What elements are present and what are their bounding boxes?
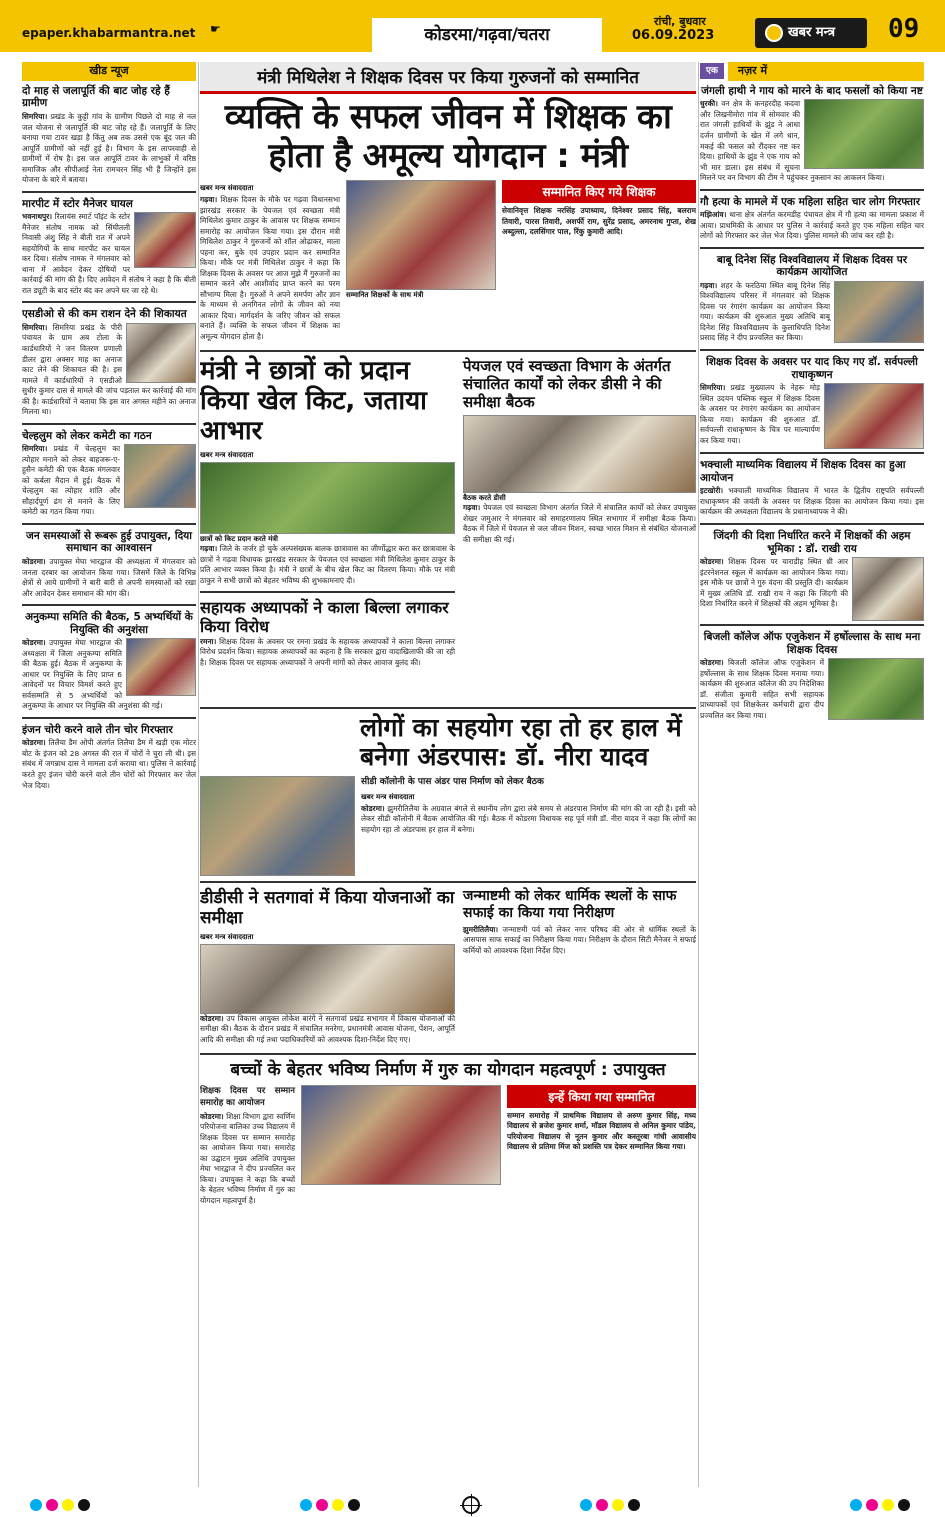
edition-city: रांची, बुधवार	[654, 15, 706, 28]
story-title[interactable]: दो माह से जलापूर्ति की बाट जोह रहे हैं ग्रामीण	[22, 84, 170, 110]
color-dot	[612, 1499, 624, 1511]
news-photo	[301, 1085, 501, 1185]
story-headline[interactable]: बच्चों के बेहतर भविष्य निर्माण में गुरु का योगदान महत्वपूर्ण : उपायुक्त	[230, 1060, 666, 1081]
color-dot	[30, 1499, 42, 1511]
column-divider	[198, 62, 199, 1487]
story-body: कोडरमा। शिक्षक दिवस पर चाराडीह स्थित थ्री आर इंटरनेशनल स्कूल में कार्यक्रम का आयोजन किया गया। इस मौके पर छात्रों ने गुरु वंदना की प्रस्तुति दी। कार्यक्रम में मुख्य अतिथि डॉ. राखी राय ने कहा कि जिंदगी की दिशा निर्धारित करने में शिक्षकों की अहम भूमिका है।	[700, 557, 848, 609]
color-dot	[882, 1499, 894, 1511]
story-body: मझिआंव। थाना क्षेत्र अंतर्गत करमडीह पंचायत क्षेत्र में गौ हत्या का मामला प्रकाश में आया। प्राथमिकी के आधार पर पुलिस ने कार्रवाई करते हुए एक महिला सहित चार लोगों को गिरफ्तार कर जेल भेज दिया। पुलिस मामले की जांच कर रही है।	[700, 210, 924, 241]
color-dot	[62, 1499, 74, 1511]
news-photo	[834, 281, 924, 343]
color-dot	[300, 1499, 312, 1511]
brand-badge	[755, 18, 867, 48]
photo-caption: सम्मानित शिक्षकों के साथ मंत्री	[346, 291, 424, 300]
inset-subhead: सीडी कॉलोनी के पास अंडर पास निर्माण को लेकर बैठक	[361, 776, 544, 787]
story-body: गढ़वा। शहर के फरठिया स्थित बाबू दिनेश सिंह विश्वविद्यालय परिसर में मंगलवार को शिक्षक दिवस पर रंगारंग कार्यक्रम का आयोजन किया गया। कार्यक्रम की शुरुआत मुख्य अतिथि बाबू दिनेश सिंह विश्वविद्यालय के कुलाधिपति दिनेश प्रसाद सिंह ने दीप प्रज्वलित कर किया।	[700, 280, 830, 343]
news-photo	[200, 776, 355, 876]
left-column	[22, 62, 196, 1487]
news-photo	[852, 557, 924, 621]
color-dot	[316, 1499, 328, 1511]
story-title[interactable]: जंगली हाथी ने गाय को मारने के बाद फसलों को किया नष्ट	[701, 84, 923, 97]
brand-logo-icon	[765, 24, 783, 42]
story-body: भवनाथपुर। रिलायंस स्मार्ट पॉइंट के स्टोर मैनेजर संतोष नामक को सिंघीतली निवासी अंशु सिंह ने बीती रात में अपने सहयोगियों के साथ मारपीट कर घायल कर दिया। संतोष नामक ने मंगलवार को थाना में आवेदन देकर दोषियों पर कार्रवाई की मांग की है। दिए आवेदन में संतोष ने कहा है कि बीती रात ड्यूटी के बाद स्टोर बंद कर अपने घर जा रहे थे।	[22, 212, 196, 295]
registration-mark-icon	[462, 1496, 480, 1514]
story-body: कोडरमा। शिक्षा विभाग द्वारा स्वर्णिम परियोजना बालिका उच्च विद्यालय में शिक्षक दिवस पर सम्मान समारोह का आयोजन किया गया। समारोह का उद्घाटन मुख्य अतिथि उपायुक्त मेघा भारद्वाज ने दीप प्रज्वलित कर किया। उपायुक्त ने कहा कि बच्चों के बेहतर भविष्य निर्माण में गुरु का योगदान महत्वपूर्ण है।	[200, 1111, 295, 1205]
story-headline[interactable]: सहायक अध्यापकों ने काला बिल्ला लगाकर किया विरोध	[200, 598, 449, 637]
byline: खबर मन्त्र संवाददाता	[361, 792, 415, 801]
right-column	[700, 62, 924, 1487]
story-title[interactable]: एसडीओ से की कम राशन देने की शिकायत	[22, 308, 187, 321]
story-title[interactable]: जिंदगी की दिशा निर्धारित करने में शिक्षकों की अहम भूमिका : डॉ. राखी राय	[713, 529, 911, 555]
story-headline[interactable]: मंत्री ने छात्रों को प्रदान किया खेल किट, जताया आभार	[200, 356, 427, 447]
story-body: गढ़वा। शिक्षक दिवस के मौके पर गढ़वा विधानसभा झारखंड सरकार के पेयजल एवं स्वच्छता मंत्री मिथिलेश कुमार ठाकुर के आवास पर शिक्षक सम्मान समारोह का आयोजन किया गया। इस दौरान मंत्री मिथिलेश ठाकुर ने गुरुजनों को शॉल ओढ़ाकर, माला पहना कर, बुके एवं उपहार प्रदान कर सम्मानित किया। मौके पर मंत्री मिथिलेश ठाकुर ने कहा कि शिक्षक दिवस के अवसर पर आज मुझे मैं गुरुजनों का सम्मान करने और आशीर्वाद प्राप्त करने का परम सौभाग्य मिला है। गुरुओं ने अपने समर्पण और ज्ञान के माध्यम से अनगिनत लोगों के जीवन को नया आकार दिया। मार्गदर्शन के जरिए जीवन को सफल बनाते हैं। व्यक्ति के सफल जीवन में शिक्षक का अमूल्य योगदान होता है।	[200, 195, 340, 341]
news-photo	[200, 944, 455, 1014]
story-body: कोडरमा। झुमरीतिलैया के अग्रवाल बंगले से स्थानीय लोग द्वारा लंबे समय से अंडरपास निर्माण की मांग की जा रही है। इसी को लेकर सीडी कॉलोनी में बैठक आयोजित की गई। बैठक में कोडरमा विधायक सह पूर्व मंत्री डॉ. नीरा यादव ने कहा कि लोगों का सहयोग रहा तो अंडरपास हर हाल में बनेगा।	[361, 803, 696, 834]
story-body: सिमरिया। प्रखंड के कुट्टी गांव के ग्रामीण पिछले दो माह से नल जल योजना से जलापूर्ति की बाट जोह रहे हैं। जलापूर्ति के लिए बनाया गया टावर खड़ा है किंतु अब तक उससे एक बूंद जल की आपूर्ति ग्रामीणों को नहीं हुई है। विभाग के इस लापरवाही से ग्रामीणों में रोष है। इस जल आपूर्ति टावर के लाभुकों में वरिष्ठ समाजिक और सीपीआई नेता रामचरन सिंह भी हैं जिन्होंने इस योजना के बारे में बताया।	[22, 112, 196, 185]
news-photo	[463, 415, 696, 493]
story-body: कोडरमा। बिजली कॉलेज ऑफ एजुकेशन में हर्षोल्लास के साथ शिक्षक दिवस मनाया गया। कार्यक्रम की शुरुआत कॉलेज की उप निदेशिका डॉ. संजीता कुमारी सहित सभी सहायक प्राध्यापकों एवं शिक्षकेतर कर्मचारी द्वारा दीप प्रज्वलित कर किया गया।	[700, 658, 824, 720]
honored-box-title: सम्मानित किए गये शिक्षक	[502, 180, 696, 203]
color-dot	[628, 1499, 640, 1511]
color-dot	[78, 1499, 90, 1511]
news-photo	[804, 99, 924, 169]
news-photo	[124, 444, 196, 508]
story-headline[interactable]: जन्माष्टमी को लेकर धार्मिक स्थलों के साफ सफाई का किया गया निरीक्षण	[463, 887, 677, 921]
story-title[interactable]: गौ हत्या के मामले में एक महिला सहित चार लोग गिरफ्तार	[700, 195, 921, 208]
news-photo	[126, 638, 196, 696]
color-dot	[332, 1499, 344, 1511]
story-title[interactable]: इंजन चोरी करने वाले तीन चोर गिरफ्तार	[22, 723, 173, 736]
page-number: 09	[888, 14, 920, 44]
story-body: सिमरिया। प्रखंड में चेल्हलुम का त्योहार मनाने को लेकर बाहजरू-ए-हुसैन कमेटी की एक बैठक मंगलवार को कर्बला मैदान में हुई। बैठक में चेल्हलुम का त्योहार शांति और सौहार्दपूर्ण ढंग से मनाने के लिए कमेटी का गठन किया गया।	[22, 444, 120, 517]
story-title[interactable]: चेल्हलुम को लेकर कमेटी का गठन	[22, 429, 152, 442]
story-body: गढ़वा। जिले के जर्जर हो चुके अल्पसंख्यक बालक छात्रावास का जीर्णोद्धार करा कर छात्रावास के छात्रों ने गढ़वा विधायक झारखंड सरकार के पेयजल एवं स्वच्छता मंत्री मिथिलेश कुमार ठाकुर के प्रति आभार व्यक्त किया है। मंत्री ने छात्रों के बीच खेल किट का वितरण किया। मौके पर मंत्री ठाकुर ने सभी छात्रों को बेहतर भविष्य की शुभकामनाएं दी।	[200, 544, 455, 585]
masthead	[0, 0, 945, 52]
story-title[interactable]: शिक्षक दिवस के अवसर पर याद किए गए डॉ. सर्वपल्ली राधाकृष्णन	[706, 355, 918, 381]
story-body: धुरकी। वन क्षेत्र के कनहरदीह कदवा और लिखनीमोरा गांव में सोमवार की रात जंगली हाथियों के झुंड ने आधा दर्जन ग्रामीणों के खेत में लगे धान, मकई की फसल को रौंदकर नष्ट कर दिया। हाथियों के झुंड ने एक गाय को भी मार डाला। इस संबंध में सूचना मिलने पर वन विभाग की टीम ने पहुंचकर नुकसान का आकलन किया।	[700, 99, 885, 183]
news-photo	[824, 383, 924, 449]
story-title[interactable]: जन समस्याओं से रूबरू हुई उपायुक्त, दिया समाधान का आश्वासन	[26, 529, 192, 555]
site-url[interactable]: epaper.khabarmantra.net	[22, 26, 196, 40]
story-body: सिमरिया। सिमरिया प्रखंड के पीरी पंचायत के ग्राम अब टोला के कार्डधारियों ने जन वितरण प्रणाली डीलर द्वारा अक्सर माह का अनाज काट लेने की शिकायत की है। इस मामले में कार्डधारियों ने एसडीओ सुधीर कुमार दास से मामले की जांच पड़ताल कर कार्रवाई की मांग की है। कार्डधारियों ने बताया कि इस वार अगस्त महीने का अनाज मिलना था।	[22, 322, 196, 417]
photo-caption: छात्रों को किट प्रदान करते मंत्री	[200, 535, 278, 544]
byline: खबर मन्त्र संवाददाता	[200, 932, 254, 941]
brand-name: खबर मन्त्र	[788, 25, 836, 40]
story-title[interactable]: भक्चाली माध्यमिक विद्यालय में शिक्षक दिवस का हुआ आयोजन	[700, 459, 906, 484]
byline: खबर मन्त्र संवाददाता	[200, 184, 254, 193]
story-body: सिमरिया। प्रखंड मुख्यालय के नेहरू मोड़ स्थित उदयन पब्लिक स्कूल में शिक्षक दिवस के अवसर पर रंगारंग कार्यक्रम का आयोजन किया गया। कार्यक्रम की शुरुआत डॉ. सर्वपल्ली राधाकृष्णन के चित्र पर माल्यार्पण कर किया गया।	[700, 383, 820, 445]
story-body: इटखोरी। भक्चाली माध्यमिक विद्यालय में भारत के द्वितीय राष्ट्रपति सर्वपल्ली राधाकृष्णन की जयंती के अवसर पर शिक्षक दिवस का आयोजन किया गया। इस कार्यक्रम की अध्यक्षता विद्यालय के प्रधानाध्यापक ने की।	[700, 486, 924, 517]
color-dot	[898, 1499, 910, 1511]
story-body: कोडरमा। उप विकास आयुक्त लोकेश बारंगे ने सतगावां प्रखंड सभागार में विकास योजनाओं की समीक्षा की। बैठक के दौरान प्रखंड में संचालित मनरेगा, प्रधानमंत्री आवास योजना, पेंशन, आपूर्ति आदि की समीक्षा की गई तथा पदाधिकारियों को आवश्यक दिशा-निर्देश दिए गए।	[200, 1013, 456, 1044]
news-photo	[346, 180, 496, 290]
color-dot	[348, 1499, 360, 1511]
story-body: कोडरमा। उपायुक्त मेघा भारद्वाज की अध्यक्षता में मंगलवार को जनता दरबार का आयोजन किया गया। जिसमें जिले के विभिन्न क्षेत्रों से आये ग्रामीणों ने बारी बारी से अपनी समस्याओं को रखा और आवेदन देकर समाधान की मांग की।	[22, 556, 196, 598]
inset-subhead: शिक्षक दिवस पर सम्मान समारोह का आयोजन	[200, 1085, 295, 1108]
color-dot	[46, 1499, 58, 1511]
edition-date: 06.09.2023	[632, 28, 715, 43]
honored-names: सम्मान समारोह में प्राथमिक विद्यालय से अरुण कुमार सिंह, मध्य विद्यालय से ब्रजेश कुमार शर्मा, मॉडल विद्यालय से अनिल कुमार पांडेय, परियोजना विद्यालय से नूतन कुमार और कस्तूरबा गांधी आवासीय विद्यालय से प्रतिमा मिंज को प्रशस्ति पत्र देकर सम्मानित किया गया।	[507, 1110, 696, 1152]
story-headline[interactable]: डीडीसी ने सतगावां में किया योजनाओं का समीक्षा	[200, 887, 455, 929]
color-dot	[596, 1499, 608, 1511]
honored-box-title: इन्हें किया गया सम्मानित	[507, 1085, 696, 1108]
byline: खबर मन्त्र संवाददाता	[200, 451, 254, 460]
photo-caption: बैठक करते डीसी	[463, 494, 506, 503]
region-title: कोडरमा/गढ़वा/चतरा	[372, 18, 602, 52]
lead-headline[interactable]: व्यक्ति के सफल जीवन में शिक्षक का होता है अमूल्य योगदान : मंत्री	[224, 97, 672, 177]
color-dot	[580, 1499, 592, 1511]
story-body: कोडरमा। तिलैया डैम ओपी अंतर्गत तिलैया डैम में खड़ी एक मोटर बोट के इंजन को 28 अगस्त की रात में चोरों ने चुरा ली थी। इस संबंध में जगन्नाथ दास ने मामला दर्ज कराया था। पुलिस ने कार्रवाई करते हुए इंजन चोरी करने वाले तीन चोरों को गिरफ्तार कर जेल भेज दिया।	[22, 738, 196, 790]
story-body: रमना। शिक्षक दिवस के अवसर पर रमना प्रखंड के सहायक अध्यापकों ने काला बिल्ला लगाकर विरोध प्रदर्शन किया। सहायक अध्यापकों का कहना है कि सरकार द्वारा वादाखिलाफी की जा रही है। शिक्षक दिवस पर सहायक अध्यापकों ने अपनी मांगों को लेकर आवाज बुलंद की।	[200, 636, 455, 667]
column-divider	[698, 62, 699, 1487]
story-body: झुमरीतिलैया। जन्माष्टमी पर्व को लेकर नगर परिषद की ओर से धार्मिक स्थलों के आसपास साफ सफाई का निरीक्षण किया गया। निरीक्षण के दौरान सिटी मैनेजर ने सफाई कर्मियों को आवश्यक दिशा निर्देश दिए।	[463, 924, 696, 955]
story-title[interactable]: बाबू दिनेश सिंह विश्वविद्यालय में शिक्षक दिवस पर कार्यक्रम आयोजित	[716, 253, 908, 279]
news-photo	[828, 658, 924, 720]
honored-names: सेवानिवृत्त शिक्षक नरसिंह उपाध्याय, दिनेश्वर प्रसाद सिंह, बलराम तिवारी, पारस तिवारी, अशर्फी राम, सुरेंद्र प्रसाद, अमरनाथ गुप्ता, शेख अब्दुल्ला, दलसिंगार पाल, रिंकु कुमारी आदि।	[502, 206, 696, 237]
news-photo	[200, 462, 455, 534]
story-title[interactable]: बिजली कॉलेज ऑफ एजुकेशन में हर्षोल्लास के साथ मना शिक्षक दिवस	[703, 631, 921, 656]
story-title[interactable]: अनुकम्पा समिति की बैठक, 5 अभ्यर्थियों के नियुक्ति की अनुशंसा	[25, 611, 193, 636]
section-tag: एक नज़र में	[700, 62, 924, 81]
story-body: कोडरमा। उपायुक्त मेघा भारद्वाज की अध्यक्षता में जिला अनुकम्पा समिति की बैठक हुई। बैठक में अनुकम्पा के आधार पर नियुक्ति के लिए प्राप्त 6 आवेदनों पर विचार विमर्श करते हुए सर्वसम्मति से 5 अभ्यर्थियों को अनुकम्पा के आधार पर नियुक्ति की अनुशंसा की गई।	[22, 638, 163, 711]
story-title[interactable]: मारपीट में स्टोर मैनेजर घायल	[22, 197, 133, 210]
news-photo	[134, 212, 196, 268]
news-photo	[126, 323, 196, 383]
color-dot	[866, 1499, 878, 1511]
print-color-marks	[0, 1495, 945, 1517]
story-headline[interactable]: लोगों का सहयोग रहा तो हर हाल में बनेगा अंडरपास: डॉ. नीरा यादव	[360, 713, 682, 772]
section-tag: खीड न्यूज	[22, 62, 196, 81]
story-headline[interactable]: पेयजल एवं स्वच्छता विभाग के अंतर्गत संचालित कार्यों को लेकर डीसी ने की समीक्षा बैठक	[463, 357, 671, 412]
center-columns	[200, 62, 696, 1487]
hand-pointer-icon: ☛	[210, 22, 221, 36]
story-body: गढ़वा। पेयजल एवं स्वच्छता विभाग अंतर्गत जिले में संचालित कार्यों को लेकर उपायुक्त शेखर जमुआर ने मंगलवार को समाहरणालय स्थित सभागार में समीक्षा बैठक किया। बैठक में जिले में पेयजल से जल जीवन मिशन, स्वच्छ भारत मिशन से संबंधित योजनाओं की समीक्षा की गई।	[463, 503, 696, 544]
color-dot	[850, 1499, 862, 1511]
lead-kicker: मंत्री मिथिलेश ने शिक्षक दिवस पर किया गुरुजनों को सम्मानित	[200, 62, 696, 94]
